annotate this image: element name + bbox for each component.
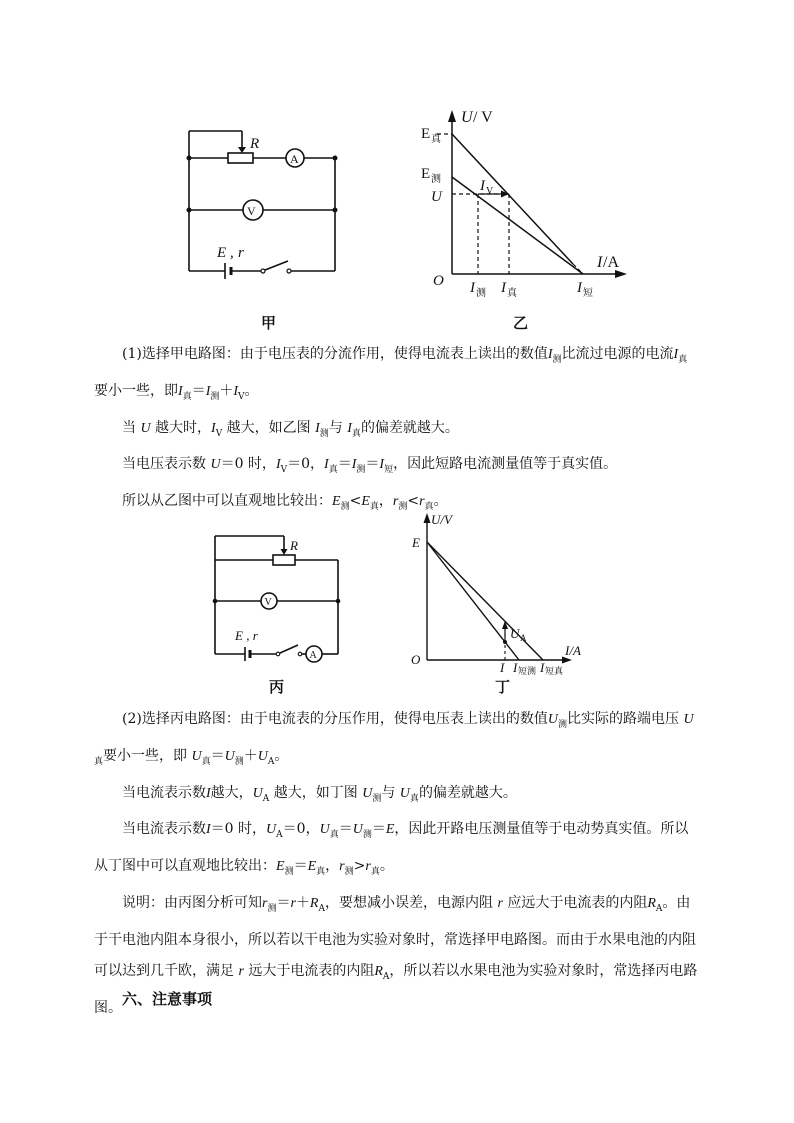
iv-label: I [480,178,485,194]
caption-bing: 丙 [269,678,285,696]
label-r: r [238,245,244,261]
axis-i-unit: /A [603,254,619,271]
ua-sub: A [520,633,527,643]
ammeter-A: A [309,650,317,661]
i-zhen-sub: 真 [507,288,517,299]
caption-ding: 丁 [495,678,511,696]
ammeter-A: A [290,152,299,166]
i-short-ce-sub: 短测 [518,666,537,675]
label-E: E [217,245,227,261]
i-short-zhen: I [540,660,545,675]
i-short-zhen-sub: 短真 [545,666,564,675]
label-comma: , [230,245,234,261]
e-ce-sub: 测 [431,174,441,185]
i-duan-sub: 短 [583,288,593,299]
axis-i: I [597,254,603,271]
i-zhen: I [501,280,506,296]
axis-u: U/V [431,512,452,527]
graph-yi [415,102,635,302]
origin-O: O [433,273,444,289]
i-label: I [500,660,505,675]
voltmeter-V: V [247,204,256,218]
label-R: R [250,136,260,152]
i-short-ce: I [513,660,518,675]
section-heading: 六、注意事项 [122,990,213,1008]
origin-O: O [411,652,421,667]
label-E: E [412,535,420,550]
ua-label: U [510,626,520,641]
caption-yi: 乙 [513,314,529,332]
e-zhen-sub: 真 [431,134,441,145]
caption-jia: 甲 [261,314,277,332]
i-ce-sub: 测 [476,288,486,299]
axis-i: I/A [565,643,581,658]
i-duan: I [577,280,582,296]
axis-u-unit: / V [473,109,493,126]
i-ce: I [470,280,475,296]
circuit-jia [180,118,350,288]
voltmeter-V: V [264,597,272,608]
circuit-bing [205,528,350,668]
iv-sub: V [486,186,494,197]
e-ce: E [421,166,431,182]
paragraph-2: (2)选择丙电路图：由于电流表的分压作用，使得电压表上读出的数值$U_测$比实际的路端电压 $U_真$要小一些，即 $U_真=U_测+U_A$。 当电流表示数I越大，$U_A$ 越大，如丁图 $U_测$与 $U_真$的偏差就越大。 当电流表示数I＝0 时，$U_A=0$，$U_真=U_测=E$，因此开路电压测量值等于电动势真实值。所以从丁图中可以直观地比较出：$E_测=E_真$，$r_测>r_真$。 说明：由丙图分析可知$r_测=r+R_A$，要想减小误差，电源内阻 r 应远大于电流表的内阻$R_A$。由于干电池内阻本身很小，所以若以干电池为实验对象时，常选择甲电路图。而由于水果电池的内阻可以达到几千欧，满足 r 远大于电流表的内阻$R_A$，所以若以水果电池为实验对象时，常选择丙电路图。 [94,711,698,1016]
e-zhen: E [421,126,431,142]
axis-u: U [461,109,473,126]
graph-ding [405,510,605,675]
paragraph-1: (1)选择甲电路图：由于电压表的分流作用，使得电流表上读出的数值$I_测$比流过电源的电流$I_真$要小一些，即$I_真=I_测+I_V$。 当 U 越大时，$I_V$ 越大，如乙图 $I_测$与 $I_真$的偏差就越大。 当电压表示数 U＝0 时，$I_V=0$，$I_真=I_测=I_短$，因此短路电流测量值等于真实值。 所以从乙图中可以直观地比较出：$E_测<E_真$，$r_测<r_真$。 [94,346,688,512]
label-R: R [290,538,298,553]
label-Er: E , r [235,628,258,643]
u-label: U [431,189,442,205]
